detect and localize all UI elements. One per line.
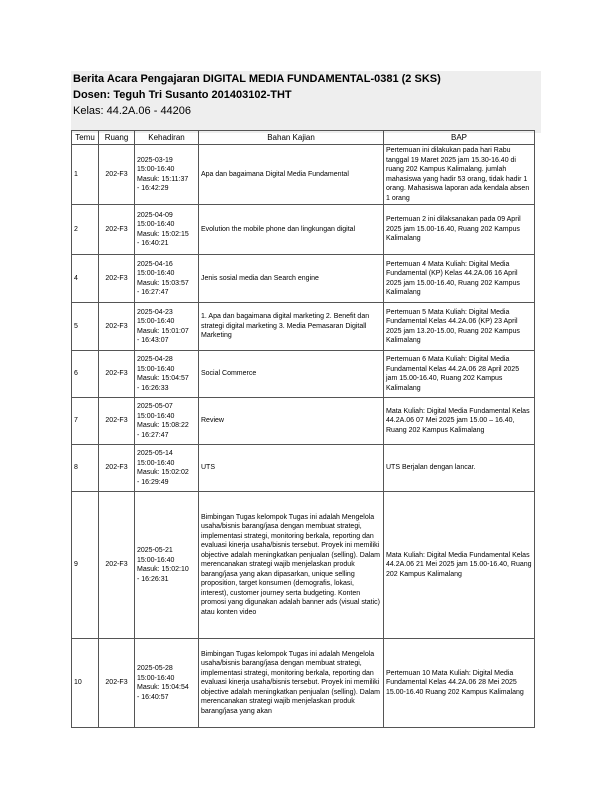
table-row: [72, 445, 535, 492]
table-row: [72, 639, 535, 728]
cell-ruang: 202-F3: [99, 445, 135, 492]
kehadiran-time: 15:00-16:40: [137, 221, 175, 228]
col-bahan-kajian: Bahan Kajian: [199, 131, 384, 145]
cell-bap: Mata Kuliah: Digital Media Fundamental Kelas 44.2A.06 21 Mei 2025 jam 15.00-16.40, Ruang 202 Kampus Kalimalang: [384, 492, 535, 639]
kehadiran-time: 15:00-16:40: [137, 166, 175, 173]
table-row: [72, 492, 535, 639]
kehadiran-time: 15:00-16:40: [137, 365, 175, 373]
cell-kehadiran: [135, 255, 199, 303]
kehadiran-time: 15:00-16:40: [137, 412, 175, 420]
col-kehadiran: Kehadiran: [135, 131, 199, 145]
kehadiran-out: - 16:42:29: [137, 185, 169, 192]
attendance-table: [71, 130, 535, 728]
kehadiran-in: Masuk: 15:02:15: [137, 230, 189, 238]
kehadiran-out: - 16:26:33: [137, 384, 169, 392]
cell-ruang: 202-F3: [99, 639, 135, 728]
kehadiran-in: Masuk: 15:02:10: [137, 566, 189, 573]
kehadiran-out: - 16:27:47: [137, 431, 169, 439]
col-bap: BAP: [384, 131, 535, 145]
cell-temu: 9: [72, 492, 99, 639]
cell-ruang: 202-F3: [99, 205, 135, 255]
kehadiran-date: 2025-04-16: [137, 260, 173, 268]
kehadiran-date: 2025-04-28: [137, 356, 173, 363]
cell-kehadiran: [135, 351, 199, 398]
kehadiran-date: 2025-03-19: [137, 156, 173, 164]
kehadiran-date: 2025-04-09: [137, 211, 173, 219]
col-ruang: Ruang: [99, 131, 135, 145]
kehadiran-time: 15:00-16:40: [137, 459, 175, 467]
cell-ruang: 202-F3: [99, 351, 135, 398]
kehadiran-in: Masuk: 15:11:37: [137, 175, 189, 183]
kehadiran-out: - 16:26:31: [137, 575, 169, 583]
cell-kehadiran: [135, 398, 199, 445]
table-row: [72, 145, 535, 205]
cell-kehadiran: [135, 445, 199, 492]
cell-kehadiran: [135, 492, 199, 639]
cell-bahan-kajian: Jenis sosial media dan Search engine: [199, 255, 384, 303]
kehadiran-out: - 16:40:57: [137, 693, 169, 701]
col-temu: Temu: [72, 131, 99, 145]
kehadiran-out: - 16:43:07: [137, 337, 169, 344]
table-row: [72, 205, 535, 255]
cell-bap: Pertemuan 2 ini dilaksanakan pada 09 April 2025 jam 15.00-16.40, Ruang 202 Kampus Kalimalang: [384, 205, 535, 255]
cell-bahan-kajian: Evolution the mobile phone dan lingkungan digital: [199, 205, 384, 255]
cell-bap: Pertemuan 5 Mata Kuliah: Digital Media Fundamental Kelas 44.2A.06 (KP) 23 April 2025 jam 13.20-15.00, Ruang 202 Kampus Kalimalang: [384, 303, 535, 351]
cell-kehadiran: [135, 205, 199, 255]
cell-ruang: 202-F3: [99, 145, 135, 205]
cell-ruang: 202-F3: [99, 255, 135, 303]
cell-temu: 6: [72, 351, 99, 398]
kehadiran-time: 15:00-16:40: [137, 556, 175, 564]
cell-bap: Pertemuan 4 Mata Kuliah: Digital Media Fundamental (KP) Kelas 44.2A.06 16 April 2025 jam 15.00-16.40, Ruang 202 Kampus Kalimalang: [384, 255, 535, 303]
kehadiran-time: 15:00-16:40: [137, 318, 175, 325]
kehadiran-date: 2025-05-14: [137, 450, 173, 457]
bahan-kajian-text: Bimbingan Tugas kelompok Tugas ini adalah Mengelola usaha/bisnis barang/jasa dengan membuat strategi, implementasi strategi, monitoring berkala, reporting dan evaluasi kinerja usaha/bisnis tersebut. Proyek ini memiliki objective adalah meningkatkan penjualan (selling). Dalam merencanakan strategi wajib menjelaskan produk barang/jasa yang akan: [201, 650, 380, 715]
cell-temu: 2: [72, 205, 99, 255]
kehadiran-time: 15:00-16:40: [137, 674, 175, 682]
cell-kehadiran: [135, 145, 199, 205]
kehadiran-out: - 16:29:49: [137, 478, 169, 486]
cell-bahan-kajian: Review: [199, 398, 384, 445]
table-row: [72, 255, 535, 303]
table-row: [72, 351, 535, 398]
cell-temu: 10: [72, 639, 99, 728]
cell-temu: 5: [72, 303, 99, 351]
cell-bahan-kajian: Bimbingan Tugas kelompok Tugas ini adalah Mengelola usaha/bisnis barang/jasa dengan membuat strategi, implementasi strategi, monitoring berkala, reporting dan evaluasi kinerja usaha/bisnis tersebut. Proyek ini memiliki objective adalah meningkatkan penjualan (selling). Dalam merencanakan strategi wajib menjelaskan produk barang/jasa yang akan dipasarkan, unique selling proposition, target konsumen (demografis, lokasi, interest), customer journey serta budgeting. Konten promosi yang digunakan adalah banner ads (visual static) atau konten video: [199, 492, 384, 639]
table-row: [72, 303, 535, 351]
kehadiran-out: - 16:27:47: [137, 289, 169, 296]
lecturer-line: Dosen: Teguh Tri Susanto 201403102-THT: [71, 87, 541, 103]
kehadiran-date: 2025-04-23: [137, 308, 173, 316]
cell-bap: UTS Berjalan dengan lancar.: [384, 445, 535, 492]
cell-bap: Pertemuan 6 Mata Kuliah: Digital Media Fundamental Kelas 44.2A.06 28 April 2025 jam 15.00-16.40, Ruang 202 Kampus Kalimalang: [384, 351, 535, 398]
kehadiran-date: 2025-05-07: [137, 403, 173, 410]
cell-temu: 8: [72, 445, 99, 492]
cell-ruang: 202-F3: [99, 303, 135, 351]
course-title: Berita Acara Pengajaran DIGITAL MEDIA FUNDAMENTAL-0381 (2 SKS): [71, 71, 541, 87]
cell-temu: 7: [72, 398, 99, 445]
table-row: [72, 398, 535, 445]
document-header: [71, 71, 541, 133]
cell-ruang: 202-F3: [99, 492, 135, 639]
cell-temu: 4: [72, 255, 99, 303]
kehadiran-in: Masuk: 15:01:07: [137, 327, 189, 335]
cell-bahan-kajian: Social Commerce: [199, 351, 384, 398]
kehadiran-date: 2025-05-28: [137, 665, 173, 672]
kehadiran-time: 15:00-16:40: [137, 270, 175, 277]
kehadiran-in: Masuk: 15:02:02: [137, 469, 189, 476]
cell-bahan-kajian: [199, 639, 384, 728]
cell-temu: 1: [72, 145, 99, 205]
cell-kehadiran: [135, 639, 199, 728]
kehadiran-out: - 16:40:21: [137, 240, 169, 247]
cell-bahan-kajian: Apa dan bagaimana Digital Media Fundamental: [199, 145, 384, 205]
class-line: Kelas: 44.2A.06 - 44206: [71, 103, 541, 119]
cell-kehadiran: [135, 303, 199, 351]
cell-bahan-kajian: UTS: [199, 445, 384, 492]
cell-bap: Pertemuan ini dilakukan pada hari Rabu tanggal 19 Maret 2025 jam 15.30-16.40 di ruang 202 Kampus Kalimalang. jumlah mahasiswa yang hadir 53 orang, tidak hadir 1 orang. Mahasiswa laporan ada kendala absen 1 orang: [384, 145, 535, 205]
kehadiran-in: Masuk: 15:04:54: [137, 684, 189, 691]
cell-bap: Pertemuan 10 Mata Kuliah: Digital Media Fundamental Kelas 44.2A.06 28 Mei 2025 15.00-16.40 Ruang 202 Kampus Kalimalang: [384, 639, 535, 728]
cell-bap: Mata Kuliah: Digital Media Fundamental Kelas 44.2A.06 07 Mei 2025 jam 15.00 – 16.40, Ruang 202 Kampus Kalimalang: [384, 398, 535, 445]
cell-ruang: 202-F3: [99, 398, 135, 445]
cell-bahan-kajian: 1. Apa dan bagaimana digital marketing 2. Benefit dan strategi digital marketing 3. Media Pemasaran Digitall Marketing: [199, 303, 384, 351]
kehadiran-date: 2025-05-21: [137, 547, 173, 554]
table-header-row: [72, 131, 535, 145]
kehadiran-in: Masuk: 15:04:57: [137, 375, 189, 382]
kehadiran-in: Masuk: 15:03:57: [137, 279, 189, 287]
kehadiran-in: Masuk: 15:08:22: [137, 422, 189, 429]
